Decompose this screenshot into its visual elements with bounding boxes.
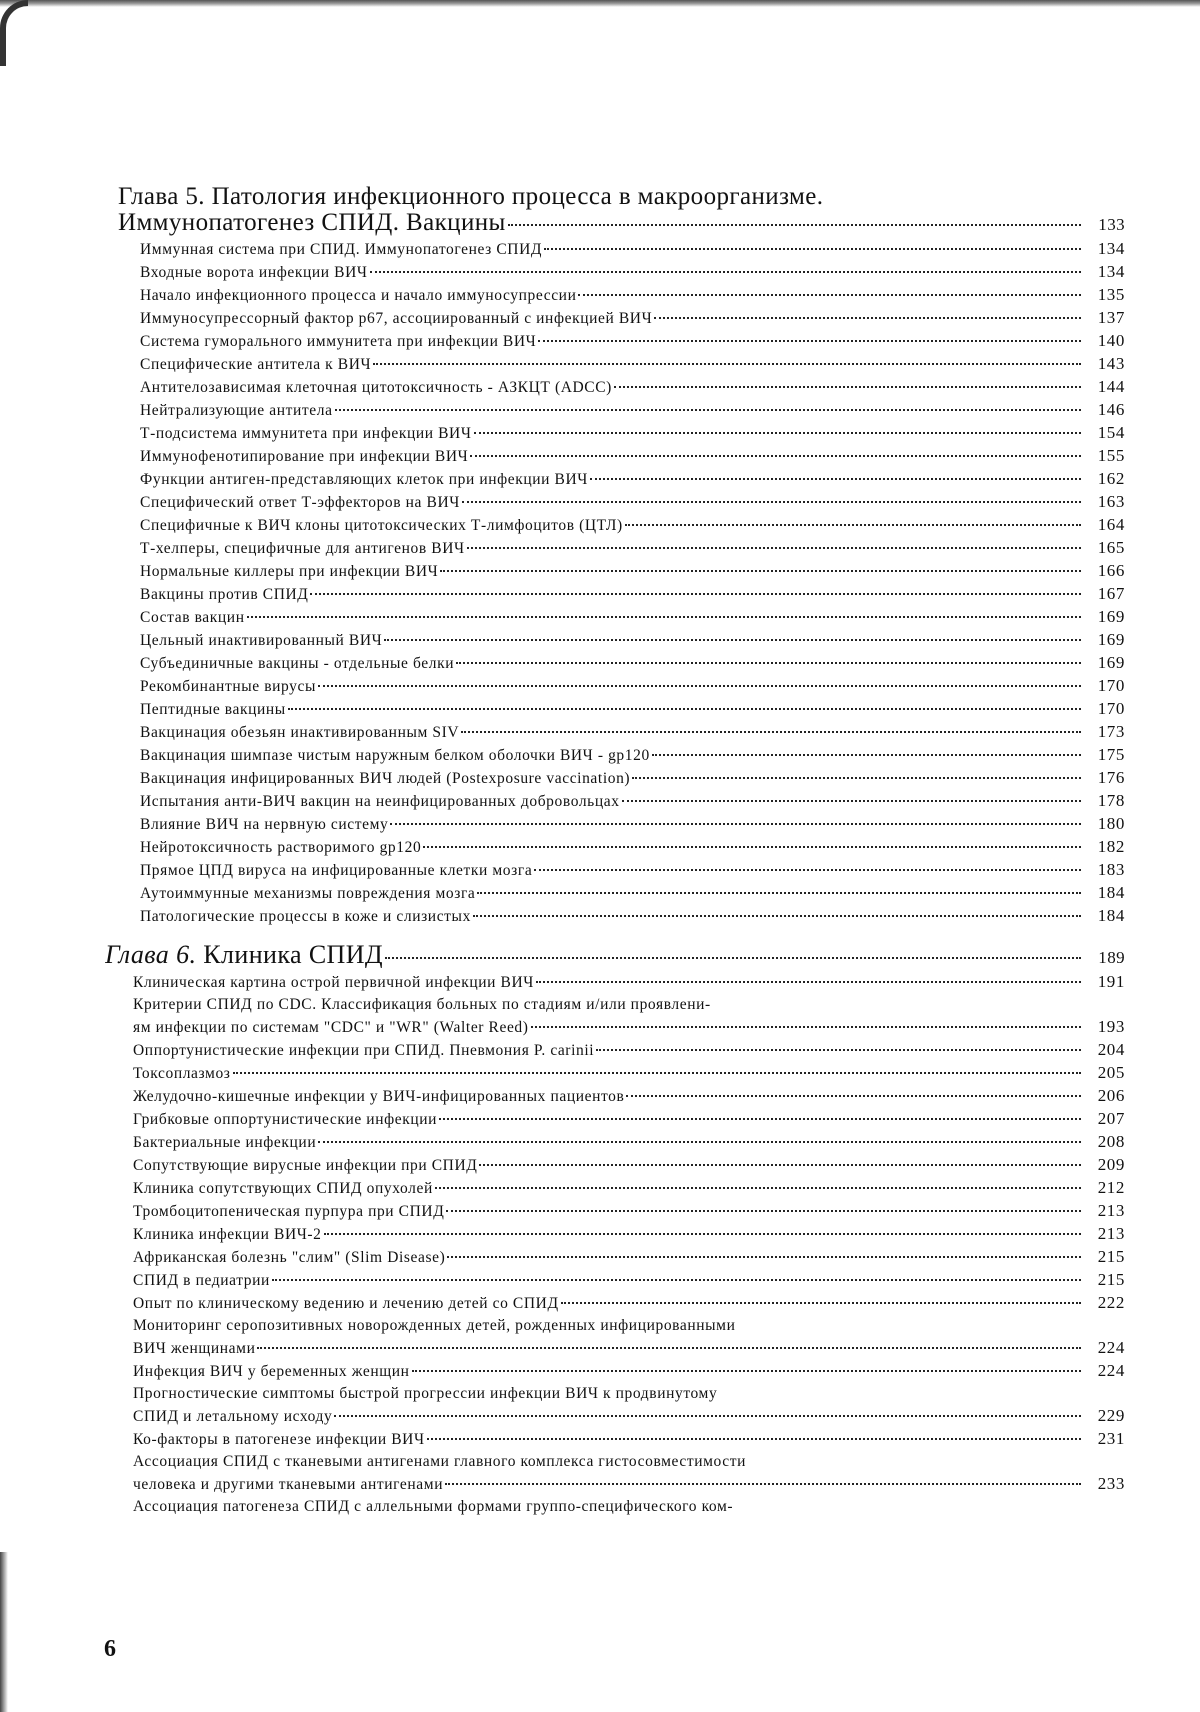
toc-entry	[105, 1223, 1125, 1246]
toc-entry-text: Ко-факторы в патогенезе инфекции ВИЧ	[133, 1431, 425, 1448]
toc-entry	[105, 238, 1125, 261]
toc-entry-page: 178	[1097, 791, 1125, 810]
toc-entry-text: Грибковые оппортунистические инфекции	[133, 1111, 438, 1128]
toc-entry-page: 170	[1097, 699, 1125, 718]
toc-entry	[105, 629, 1125, 652]
toc-entry	[105, 1039, 1125, 1062]
toc-entry-page: 166	[1097, 561, 1125, 580]
toc-entry-text: Желудочно-кишечные инфекции у ВИЧ-инфицированных пациентов	[133, 1088, 625, 1105]
toc-entry-page: 208	[1097, 1132, 1125, 1151]
toc-entry-text: СПИД в педиатрии	[133, 1272, 270, 1289]
toc-entry	[105, 1315, 1125, 1360]
toc-entry-page: 224	[1097, 1338, 1125, 1357]
toc-entry-text: Т-подсистема иммунитета при инфекции ВИЧ	[140, 425, 472, 442]
toc-entry	[105, 560, 1125, 583]
toc-entry-text: Мониторинг серопозитивных новорожденных детей, рожденных инфицированными	[133, 1317, 736, 1334]
chapter-5-title-line2: Иммунопатогенез СПИД. Вакцины	[118, 210, 506, 236]
toc-entry	[105, 353, 1125, 376]
dot-leader	[622, 800, 1081, 802]
toc-entry	[105, 790, 1125, 813]
dot-leader	[652, 754, 1081, 756]
toc-entry-page: 204	[1097, 1040, 1125, 1059]
toc-entry	[105, 882, 1125, 905]
chapter-6-page: 189	[1098, 948, 1125, 967]
dot-leader	[590, 478, 1081, 480]
dot-leader	[544, 248, 1081, 250]
toc-entry-text: Цельный инактивированный ВИЧ	[140, 632, 383, 649]
toc-entry-text: Вакцинация шимпазе чистым наружным белком оболочки ВИЧ - gp120	[140, 747, 650, 764]
toc-entry-page: 233	[1097, 1474, 1125, 1493]
dot-leader	[456, 662, 1081, 664]
dot-leader	[614, 386, 1081, 388]
toc-entry-page: 170	[1097, 676, 1125, 695]
table-of-contents	[105, 183, 1125, 1518]
toc-entry-page: 184	[1097, 883, 1125, 902]
toc-entry-text: Аутоиммунные механизмы повреждения мозга	[140, 885, 476, 902]
toc-entry-text: Т-хелперы, специфичные для антигенов ВИЧ	[140, 540, 465, 557]
toc-entry-text: Иммунная система при СПИД. Иммунопатогенез СПИД	[140, 241, 543, 258]
toc-entry-text: Клиника сопутствующих СПИД опухолей	[133, 1180, 433, 1197]
dot-leader	[536, 981, 1081, 983]
toc-entry-page: 206	[1097, 1086, 1125, 1105]
toc-entry	[105, 1085, 1125, 1108]
toc-entry-page: 154	[1097, 423, 1125, 442]
toc-entry-page: 205	[1097, 1063, 1125, 1082]
toc-entry-text: Тромбоцитопеническая пурпура при СПИД	[133, 1203, 445, 1220]
toc-entry-text: Критерии СПИД по CDC. Классификация больных по стадиям и/или проявлени-	[133, 996, 711, 1013]
toc-entry	[105, 698, 1125, 721]
toc-entry-page: 163	[1097, 492, 1125, 511]
toc-entry-page: 169	[1097, 630, 1125, 649]
toc-entry-text: Патологические процессы в коже и слизистых	[140, 908, 471, 925]
dot-leader	[479, 1164, 1081, 1166]
toc-entry-page: 164	[1097, 515, 1125, 534]
chapter-6-entries	[105, 971, 1125, 1518]
toc-entry-text: Рекомбинантные вирусы	[140, 678, 316, 695]
toc-entry-page: 144	[1097, 377, 1125, 396]
dot-leader	[596, 1049, 1081, 1051]
toc-entry-text: ям инфекции по системам "CDC" и "WR" (Walter Reed)	[133, 1019, 529, 1036]
toc-entry-page: 155	[1097, 446, 1125, 465]
toc-entry	[105, 1496, 1125, 1518]
dot-leader	[247, 616, 1081, 618]
dot-leader	[578, 294, 1081, 296]
dot-leader	[288, 708, 1081, 710]
dot-leader	[427, 1438, 1081, 1440]
toc-entry	[105, 675, 1125, 698]
toc-entry-page: 215	[1097, 1270, 1125, 1289]
toc-entry-text: Влияние ВИЧ на нервную систему	[140, 816, 389, 833]
toc-entry-page: 175	[1097, 745, 1125, 764]
toc-entry-text: Нейротоксичность растворимого gp120	[140, 839, 422, 856]
toc-entry-page: 162	[1097, 469, 1125, 488]
toc-entry	[105, 514, 1125, 537]
toc-entry	[105, 1292, 1125, 1315]
dot-leader	[461, 731, 1081, 733]
toc-entry	[105, 767, 1125, 790]
toc-entry-page: 180	[1097, 814, 1125, 833]
toc-entry-page: 193	[1097, 1017, 1125, 1036]
dot-leader	[439, 1118, 1081, 1120]
dot-leader	[384, 639, 1081, 641]
toc-entry-text: Субъединичные вакцины - отдельные белки	[140, 655, 455, 672]
dot-leader	[625, 524, 1081, 526]
toc-entry-page: 184	[1097, 906, 1125, 925]
dot-leader	[257, 1347, 1081, 1349]
toc-entry	[105, 307, 1125, 330]
toc-entry	[105, 1451, 1125, 1496]
toc-entry-page: 215	[1097, 1247, 1125, 1266]
toc-entry	[105, 1269, 1125, 1292]
toc-entry	[105, 994, 1125, 1039]
toc-entry	[105, 468, 1125, 491]
dot-leader	[318, 1141, 1081, 1143]
toc-entry	[105, 399, 1125, 422]
toc-entry-page: 222	[1097, 1293, 1125, 1312]
dot-leader	[531, 1026, 1081, 1028]
toc-entry-text: Сопутствующие вирусные инфекции при СПИД	[133, 1157, 478, 1174]
dot-leader	[632, 777, 1081, 779]
dot-leader	[654, 317, 1081, 319]
toc-entry-page: 229	[1097, 1406, 1125, 1425]
page-number: 6	[104, 1636, 116, 1662]
toc-entry-page: 212	[1097, 1178, 1125, 1197]
chapter-5-page: 133	[1098, 215, 1125, 234]
dot-leader	[370, 271, 1081, 273]
toc-entry	[105, 445, 1125, 468]
toc-entry-text: Начало инфекционного процесса и начало иммуносупрессии	[140, 287, 577, 304]
toc-entry	[105, 583, 1125, 606]
toc-entry-page: 213	[1097, 1224, 1125, 1243]
toc-entry-page: 140	[1097, 331, 1125, 350]
toc-entry-page: 135	[1097, 285, 1125, 304]
toc-entry	[105, 284, 1125, 307]
dot-leader	[447, 1256, 1081, 1258]
toc-entry-page: 182	[1097, 837, 1125, 856]
chapter-6-title: Клиника СПИД	[203, 942, 384, 968]
toc-entry-page: 165	[1097, 538, 1125, 557]
toc-entry-text: ВИЧ женщинами	[133, 1340, 256, 1357]
chapter-5-heading-line2	[105, 210, 1125, 238]
toc-entry-text: Пептидные вакцины	[140, 701, 286, 718]
dot-leader	[440, 570, 1081, 572]
toc-entry-text: Вакцинация инфицированных ВИЧ людей (Postexposure vaccination)	[140, 770, 631, 787]
toc-entry-text: Вакцины против СПИД	[140, 586, 309, 603]
chapter-5-label: Глава 5.	[118, 183, 205, 210]
toc-entry-text: Антителозависимая клеточная цитотоксичность - АЗКЦТ (ADCC)	[140, 379, 612, 396]
toc-entry-text: Бактериальные инфекции	[133, 1134, 317, 1151]
toc-entry-text: СПИД и летальному исходу	[133, 1408, 333, 1425]
toc-entry	[105, 422, 1125, 445]
toc-entry-text: Вакцинация обезьян инактивированным SIV	[140, 724, 460, 741]
toc-entry	[105, 1131, 1125, 1154]
toc-entry	[105, 1200, 1125, 1223]
toc-entry-page: 213	[1097, 1201, 1125, 1220]
dot-leader	[324, 1233, 1081, 1235]
toc-entry	[105, 813, 1125, 836]
toc-entry-page: 173	[1097, 722, 1125, 741]
dot-leader	[446, 1210, 1081, 1212]
toc-entry-text: Специфические антитела к ВИЧ	[140, 356, 372, 373]
chapter-5-entries	[105, 238, 1125, 928]
toc-entry	[105, 491, 1125, 514]
dot-leader	[473, 915, 1081, 917]
toc-entry-text: Входные ворота инфекции ВИЧ	[140, 264, 368, 281]
toc-entry-text: Специфический ответ Т-эффекторов на ВИЧ	[140, 494, 460, 511]
dot-leader	[335, 409, 1081, 411]
dot-leader	[626, 1095, 1081, 1097]
dot-leader	[445, 1483, 1081, 1485]
toc-entry-page: 176	[1097, 768, 1125, 787]
toc-entry	[105, 1246, 1125, 1269]
dot-leader	[310, 593, 1081, 595]
toc-entry	[105, 330, 1125, 353]
toc-entry-text: Клиника инфекции ВИЧ-2	[133, 1226, 322, 1243]
toc-entry-page: 183	[1097, 860, 1125, 879]
toc-entry-page: 207	[1097, 1109, 1125, 1128]
toc-entry-page: 134	[1097, 239, 1125, 258]
toc-entry-page: 169	[1097, 653, 1125, 672]
dot-leader	[233, 1072, 1081, 1074]
toc-entry-page: 167	[1097, 584, 1125, 603]
toc-entry	[105, 744, 1125, 767]
dot-leader	[508, 224, 1081, 226]
dot-leader	[470, 455, 1081, 457]
toc-entry-text: Клиническая картина острой первичной инфекции ВИЧ	[133, 974, 534, 991]
toc-entry	[105, 836, 1125, 859]
toc-entry-page: 143	[1097, 354, 1125, 373]
toc-entry	[105, 537, 1125, 560]
toc-entry-text: Иммуносупрессорный фактор р67, ассоциированный с инфекцией ВИЧ	[140, 310, 653, 327]
dot-leader	[477, 892, 1081, 894]
toc-entry-text: Инфекция ВИЧ у беременных женщин	[133, 1363, 410, 1380]
chapter-5	[105, 183, 1125, 928]
dot-leader	[435, 1187, 1081, 1189]
toc-entry-text: Функции антиген-представляющих клеток при инфекции ВИЧ	[140, 471, 588, 488]
toc-entry-text: Иммунофенотипирование при инфекции ВИЧ	[140, 448, 469, 465]
dot-leader	[538, 340, 1081, 342]
toc-entry	[105, 1108, 1125, 1131]
toc-entry	[105, 1177, 1125, 1200]
scan-edge-top	[0, 0, 1200, 7]
toc-entry	[105, 606, 1125, 629]
toc-entry-text: Состав вакцин	[140, 609, 245, 626]
toc-entry-text: Опыт по клиническому ведению и лечению детей со СПИД	[133, 1295, 559, 1312]
toc-entry	[105, 1360, 1125, 1383]
toc-entry-page: 134	[1097, 262, 1125, 281]
toc-entry-page: 224	[1097, 1361, 1125, 1380]
toc-entry-text: Специфичные к ВИЧ клоны цитотоксических Т-лимфоцитов (ЦТЛ)	[140, 517, 623, 534]
dot-leader	[561, 1302, 1081, 1304]
toc-entry	[105, 859, 1125, 882]
toc-entry-page: 191	[1097, 972, 1125, 991]
toc-entry-text: Оппортунистические инфекции при СПИД. Пневмония P. carinii	[133, 1042, 595, 1059]
chapter-5-title-line1: Патология инфекционного процесса в макроорганизме.	[211, 183, 824, 210]
scan-edge-left	[0, 1552, 8, 1712]
toc-entry-text: Прогностические симптомы быстрой прогрессии инфекции ВИЧ к продвинутому	[133, 1385, 718, 1402]
dot-leader	[462, 501, 1081, 503]
toc-entry	[105, 261, 1125, 284]
dot-leader	[534, 869, 1081, 871]
toc-entry-page: 231	[1097, 1429, 1125, 1448]
toc-entry	[105, 971, 1125, 994]
toc-entry	[105, 1428, 1125, 1451]
toc-entry	[105, 721, 1125, 744]
dot-leader	[423, 846, 1081, 848]
dot-leader	[272, 1279, 1081, 1281]
toc-entry	[105, 652, 1125, 675]
toc-entry-text: Испытания анти-ВИЧ вакцин на неинфицированных добровольцах	[140, 793, 620, 810]
toc-entry	[105, 905, 1125, 928]
dot-leader	[318, 685, 1081, 687]
toc-entry-page: 169	[1097, 607, 1125, 626]
toc-entry	[105, 1383, 1125, 1428]
dot-leader	[412, 1370, 1081, 1372]
toc-entry	[105, 1062, 1125, 1085]
dot-leader	[334, 1415, 1081, 1417]
toc-entry-page: 137	[1097, 308, 1125, 327]
toc-entry-page: 209	[1097, 1155, 1125, 1174]
dot-leader	[385, 957, 1081, 959]
dot-leader	[373, 363, 1081, 365]
chapter-6-heading	[105, 942, 1125, 971]
dot-leader	[390, 823, 1081, 825]
chapter-5-heading-line1	[105, 183, 1125, 210]
toc-entry-text: Система гуморального иммунитета при инфекции ВИЧ	[140, 333, 537, 350]
toc-entry-text: Прямое ЦПД вируса на инфицированные клетки мозга	[140, 862, 533, 879]
chapter-6-label: Глава 6.	[105, 942, 197, 968]
toc-entry-text: Нормальные киллеры при инфекции ВИЧ	[140, 563, 439, 580]
toc-entry-text: Нейтрализующие антитела	[140, 402, 333, 419]
toc-entry-text: человека и другими тканевыми антигенами	[133, 1476, 444, 1493]
toc-entry-page: 146	[1097, 400, 1125, 419]
toc-entry	[105, 376, 1125, 399]
toc-entry-text: Ассоциация СПИД с тканевыми антигенами главного комплекса гистосовместимости	[133, 1453, 747, 1470]
toc-entry	[105, 1154, 1125, 1177]
dot-leader	[467, 547, 1081, 549]
dot-leader	[474, 432, 1081, 434]
chapter-6	[105, 942, 1125, 1518]
toc-entry-text: Ассоциация патогенеза СПИД с аллельными формами группо-специфического ком-	[133, 1498, 734, 1515]
toc-entry-text: Токсоплазмоз	[133, 1065, 231, 1082]
toc-entry-text: Африканская болезнь "слим" (Slim Disease)	[133, 1249, 446, 1266]
scan-corner-mark	[0, 0, 28, 66]
